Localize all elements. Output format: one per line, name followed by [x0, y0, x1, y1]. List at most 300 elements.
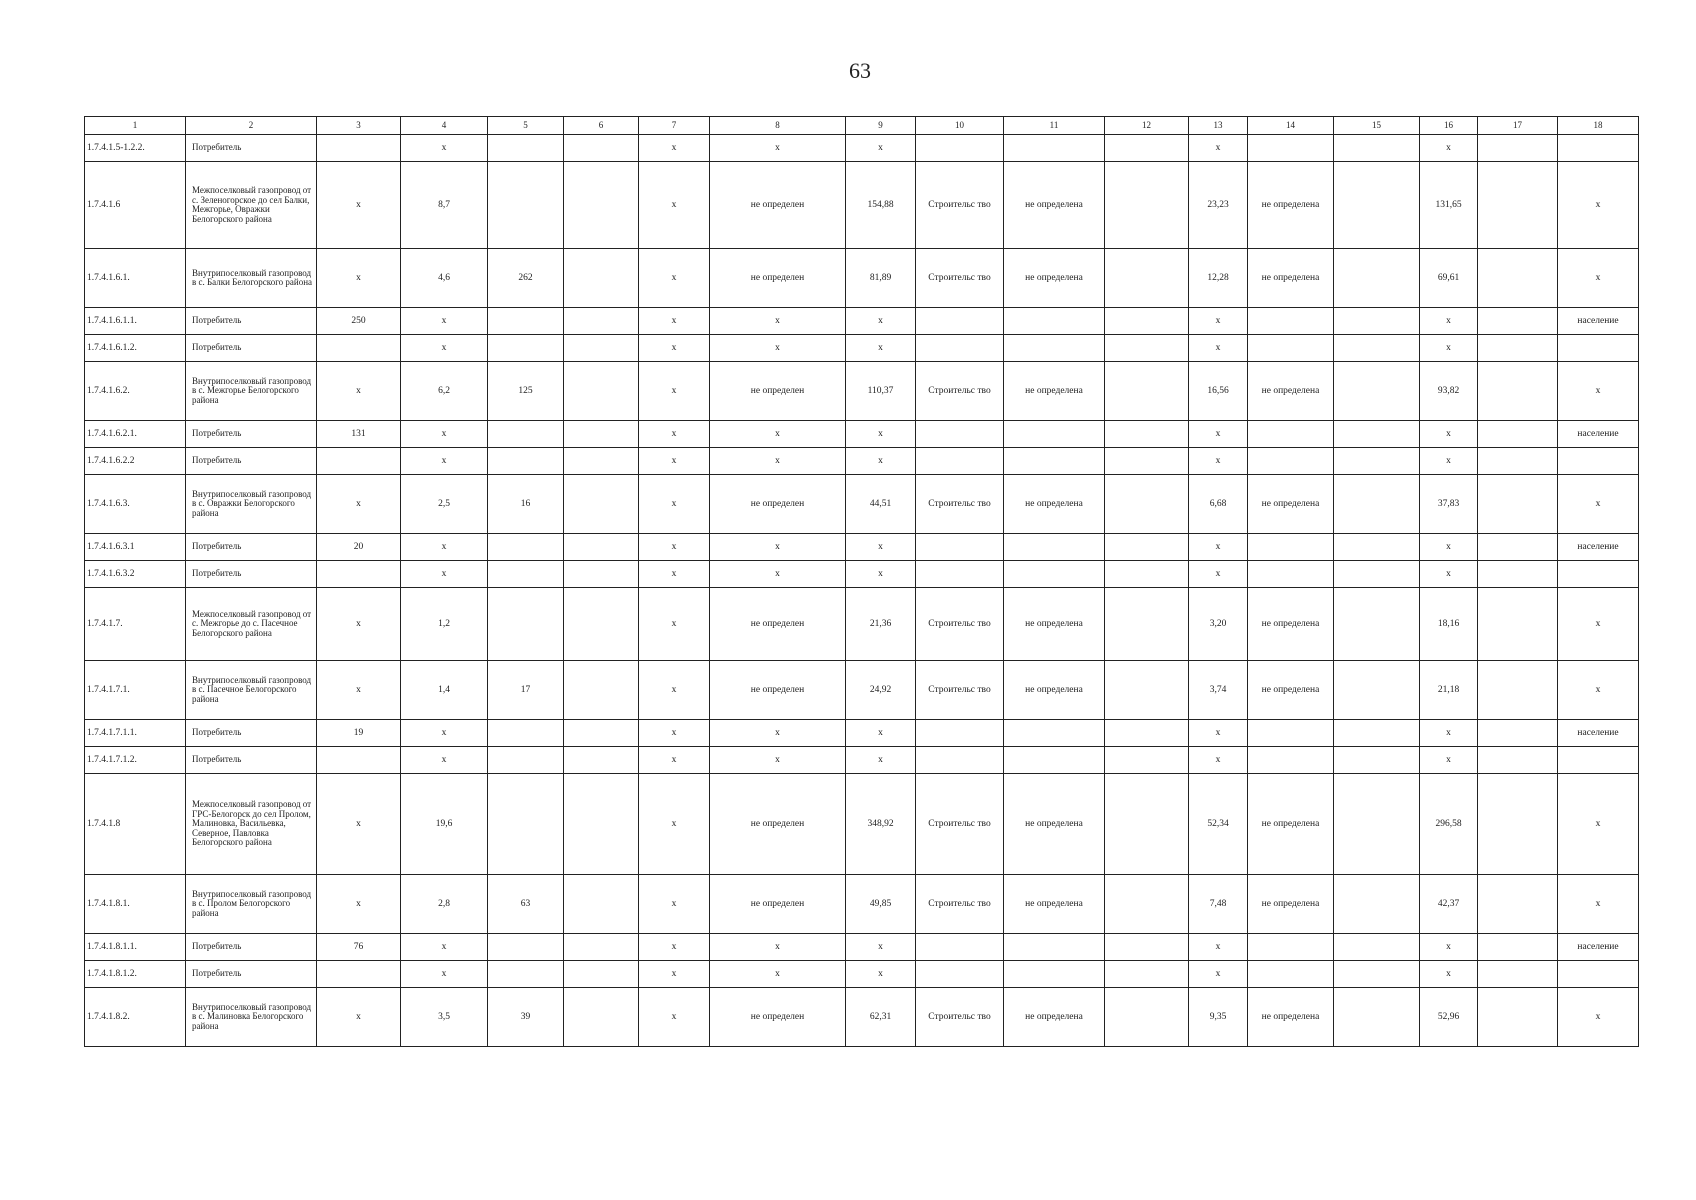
- table-cell: [1334, 661, 1420, 720]
- table-cell: [1248, 308, 1334, 335]
- table-cell: x: [639, 162, 710, 249]
- table-cell: [564, 875, 639, 934]
- table-cell: 8,7: [401, 162, 488, 249]
- table-cell: x: [710, 448, 846, 475]
- row-name-cell: Внутрипоселковый газопровод в с. Пасечное Белогорского района: [186, 661, 317, 720]
- table-cell: 23,23: [1189, 162, 1248, 249]
- table-cell: [1478, 747, 1558, 774]
- table-row: [85, 162, 1639, 249]
- table-cell: 21,36: [846, 588, 916, 661]
- table-cell: [916, 720, 1004, 747]
- table-cell: x: [401, 534, 488, 561]
- table-cell: [1334, 308, 1420, 335]
- table-cell: [1478, 988, 1558, 1047]
- table-cell: [1105, 534, 1189, 561]
- table-cell: x: [710, 421, 846, 448]
- row-name-cell: Потребитель: [186, 934, 317, 961]
- table-cell: [1478, 249, 1558, 308]
- header-row: [85, 117, 1639, 135]
- table-cell: [916, 448, 1004, 475]
- table-cell: [1334, 249, 1420, 308]
- table-cell: x: [1189, 308, 1248, 335]
- table-cell: не определена: [1004, 249, 1105, 308]
- table-cell: 44,51: [846, 475, 916, 534]
- table-cell: 16,56: [1189, 362, 1248, 421]
- table-cell: x: [1189, 421, 1248, 448]
- row-name-cell: Потребитель: [186, 561, 317, 588]
- table-cell: [1478, 421, 1558, 448]
- table-cell: не определена: [1248, 475, 1334, 534]
- table-cell: [1248, 961, 1334, 988]
- table-cell: 9,35: [1189, 988, 1248, 1047]
- table-cell: x: [401, 720, 488, 747]
- table-cell: x: [846, 961, 916, 988]
- table-row: [85, 135, 1639, 162]
- table-row: [85, 561, 1639, 588]
- table-cell: x: [710, 308, 846, 335]
- table-cell: [317, 747, 401, 774]
- table-cell: x: [317, 588, 401, 661]
- table-cell: не определена: [1248, 249, 1334, 308]
- table-cell: x: [317, 362, 401, 421]
- row-id-cell: 1.7.4.1.6.1.1.: [85, 308, 186, 335]
- table-cell: 81,89: [846, 249, 916, 308]
- column-header: 18: [1558, 117, 1639, 135]
- table-cell: x: [846, 335, 916, 362]
- table-cell: x: [1558, 362, 1639, 421]
- table-cell: x: [1420, 534, 1478, 561]
- table-cell: x: [639, 588, 710, 661]
- column-header: 13: [1189, 117, 1248, 135]
- table-row: [85, 362, 1639, 421]
- table-cell: [916, 308, 1004, 335]
- table-cell: не определена: [1004, 988, 1105, 1047]
- table-cell: x: [1189, 934, 1248, 961]
- table-cell: [1478, 162, 1558, 249]
- table-cell: [1334, 988, 1420, 1047]
- table-cell: не определен: [710, 588, 846, 661]
- table-cell: население: [1558, 534, 1639, 561]
- table-cell: [916, 961, 1004, 988]
- table-cell: 296,58: [1420, 774, 1478, 875]
- table-cell: 63: [488, 875, 564, 934]
- table-cell: x: [1189, 335, 1248, 362]
- table-row: [85, 961, 1639, 988]
- row-name-cell: Внутрипоселковый газопровод в с. Овражки Белогорского района: [186, 475, 317, 534]
- table-cell: x: [710, 335, 846, 362]
- table-cell: [1478, 135, 1558, 162]
- page-number: 63: [849, 58, 871, 83]
- table-cell: [1558, 135, 1639, 162]
- table-cell: x: [1189, 747, 1248, 774]
- table-cell: [1478, 561, 1558, 588]
- data-table: [84, 116, 1639, 1047]
- table-cell: население: [1558, 308, 1639, 335]
- row-name-cell: Внутрипоселковый газопровод в с. Балки Белогорского района: [186, 249, 317, 308]
- table-cell: [1334, 774, 1420, 875]
- table-cell: 20: [317, 534, 401, 561]
- table-cell: [564, 335, 639, 362]
- row-id-cell: 1.7.4.1.6.3.2: [85, 561, 186, 588]
- table-cell: не определен: [710, 162, 846, 249]
- table-cell: [1478, 448, 1558, 475]
- table-cell: [1105, 135, 1189, 162]
- table-cell: [488, 448, 564, 475]
- table-cell: [1004, 720, 1105, 747]
- row-id-cell: 1.7.4.1.6.2.1.: [85, 421, 186, 448]
- table-cell: 69,61: [1420, 249, 1478, 308]
- table-cell: 4,6: [401, 249, 488, 308]
- table-cell: население: [1558, 934, 1639, 961]
- table-cell: население: [1558, 720, 1639, 747]
- table-cell: x: [846, 421, 916, 448]
- table-cell: [1558, 561, 1639, 588]
- table-cell: x: [639, 875, 710, 934]
- table-cell: 1,4: [401, 661, 488, 720]
- column-header: 7: [639, 117, 710, 135]
- table-cell: не определена: [1004, 475, 1105, 534]
- row-id-cell: 1.7.4.1.6.2.2: [85, 448, 186, 475]
- column-header: 3: [317, 117, 401, 135]
- table-cell: x: [401, 421, 488, 448]
- table-cell: x: [1189, 961, 1248, 988]
- table-cell: [488, 747, 564, 774]
- table-cell: [564, 162, 639, 249]
- table-cell: x: [710, 961, 846, 988]
- table-cell: [1334, 961, 1420, 988]
- table-cell: [564, 988, 639, 1047]
- row-name-cell: Потребитель: [186, 720, 317, 747]
- table-cell: x: [1189, 448, 1248, 475]
- table-row: [85, 448, 1639, 475]
- table-cell: x: [1420, 308, 1478, 335]
- table-cell: 262: [488, 249, 564, 308]
- column-header: 6: [564, 117, 639, 135]
- table-cell: 37,83: [1420, 475, 1478, 534]
- row-name-cell: Потребитель: [186, 421, 317, 448]
- table-cell: x: [317, 162, 401, 249]
- column-header: 14: [1248, 117, 1334, 135]
- table-cell: не определена: [1004, 162, 1105, 249]
- table-cell: x: [1558, 162, 1639, 249]
- table-cell: [564, 308, 639, 335]
- table-cell: не определена: [1004, 362, 1105, 421]
- table-cell: 6,2: [401, 362, 488, 421]
- table-cell: [564, 561, 639, 588]
- table-cell: [1105, 308, 1189, 335]
- row-id-cell: 1.7.4.1.8.2.: [85, 988, 186, 1047]
- table-cell: x: [401, 961, 488, 988]
- table-cell: [1478, 661, 1558, 720]
- table-cell: x: [639, 934, 710, 961]
- row-name-cell: Потребитель: [186, 961, 317, 988]
- table-cell: x: [639, 308, 710, 335]
- table-cell: x: [1189, 534, 1248, 561]
- table-cell: [916, 934, 1004, 961]
- table-cell: [1334, 934, 1420, 961]
- column-header: 4: [401, 117, 488, 135]
- table-cell: [1334, 162, 1420, 249]
- table-cell: x: [317, 475, 401, 534]
- table-cell: не определен: [710, 875, 846, 934]
- table-cell: x: [846, 561, 916, 588]
- table-cell: x: [1189, 561, 1248, 588]
- table-cell: x: [639, 561, 710, 588]
- table-cell: x: [401, 934, 488, 961]
- table-cell: [1248, 561, 1334, 588]
- table-cell: не определен: [710, 661, 846, 720]
- table-cell: x: [1558, 475, 1639, 534]
- table-cell: [564, 362, 639, 421]
- row-name-cell: Потребитель: [186, 534, 317, 561]
- row-name-cell: Межпоселковый газопровод от с. Межгорье до с. Пасечное Белогорского района: [186, 588, 317, 661]
- table-cell: [564, 249, 639, 308]
- row-id-cell: 1.7.4.1.6.1.2.: [85, 335, 186, 362]
- table-cell: [1478, 720, 1558, 747]
- table-cell: x: [1420, 720, 1478, 747]
- table-cell: x: [846, 135, 916, 162]
- column-header: 17: [1478, 117, 1558, 135]
- column-header: 5: [488, 117, 564, 135]
- table-cell: [1105, 934, 1189, 961]
- table-cell: x: [401, 335, 488, 362]
- table-cell: x: [317, 875, 401, 934]
- row-name-cell: Потребитель: [186, 448, 317, 475]
- table-cell: [1004, 934, 1105, 961]
- table-cell: x: [1420, 421, 1478, 448]
- table-cell: не определена: [1248, 362, 1334, 421]
- table-cell: x: [639, 661, 710, 720]
- table-cell: не определен: [710, 249, 846, 308]
- table-cell: 7,48: [1189, 875, 1248, 934]
- table-cell: [564, 135, 639, 162]
- table-cell: Строительс тво: [916, 162, 1004, 249]
- table-cell: x: [1420, 335, 1478, 362]
- table-cell: x: [846, 747, 916, 774]
- table-cell: [916, 135, 1004, 162]
- table-cell: [1334, 475, 1420, 534]
- table-cell: 52,96: [1420, 988, 1478, 1047]
- row-id-cell: 1.7.4.1.7.1.1.: [85, 720, 186, 747]
- table-cell: [1558, 961, 1639, 988]
- table-cell: [916, 335, 1004, 362]
- table-cell: [1105, 774, 1189, 875]
- row-id-cell: 1.7.4.1.6.3.: [85, 475, 186, 534]
- table-cell: x: [401, 747, 488, 774]
- table-cell: x: [317, 988, 401, 1047]
- table-cell: [564, 747, 639, 774]
- row-id-cell: 1.7.4.1.6.1.: [85, 249, 186, 308]
- table-cell: [1105, 875, 1189, 934]
- table-cell: [1004, 961, 1105, 988]
- table-cell: [1334, 335, 1420, 362]
- row-id-cell: 1.7.4.1.8.1.: [85, 875, 186, 934]
- table-cell: [1105, 661, 1189, 720]
- table-cell: x: [710, 747, 846, 774]
- table-cell: [916, 421, 1004, 448]
- table-cell: [1248, 135, 1334, 162]
- table-cell: 2,5: [401, 475, 488, 534]
- table-cell: x: [846, 934, 916, 961]
- table-cell: x: [1558, 661, 1639, 720]
- table-cell: 93,82: [1420, 362, 1478, 421]
- table-cell: не определена: [1004, 588, 1105, 661]
- table-cell: [1334, 448, 1420, 475]
- row-id-cell: 1.7.4.1.8.1.1.: [85, 934, 186, 961]
- table-cell: 49,85: [846, 875, 916, 934]
- column-header: 15: [1334, 117, 1420, 135]
- table-cell: не определена: [1248, 875, 1334, 934]
- table-row: [85, 335, 1639, 362]
- table-cell: x: [710, 135, 846, 162]
- table-cell: Строительс тво: [916, 249, 1004, 308]
- table-row: [85, 588, 1639, 661]
- table-row: [85, 774, 1639, 875]
- table-cell: x: [639, 362, 710, 421]
- table-cell: [1478, 774, 1558, 875]
- table-cell: [1558, 335, 1639, 362]
- column-header: 16: [1420, 117, 1478, 135]
- table-cell: x: [1420, 135, 1478, 162]
- table-cell: x: [1189, 720, 1248, 747]
- table-cell: 154,88: [846, 162, 916, 249]
- table-cell: 18,16: [1420, 588, 1478, 661]
- table-cell: x: [1189, 135, 1248, 162]
- row-id-cell: 1.7.4.1.6.2.: [85, 362, 186, 421]
- table-cell: [488, 421, 564, 448]
- table-cell: x: [639, 249, 710, 308]
- table-cell: [1105, 988, 1189, 1047]
- table-cell: [1105, 961, 1189, 988]
- row-name-cell: Внутрипоселковый газопровод в с. Малиновка Белогорского района: [186, 988, 317, 1047]
- table-cell: [488, 961, 564, 988]
- table-cell: [1105, 335, 1189, 362]
- table-cell: [488, 774, 564, 875]
- table-cell: x: [710, 720, 846, 747]
- table-cell: [564, 961, 639, 988]
- table-row: [85, 534, 1639, 561]
- row-id-cell: 1.7.4.1.7.: [85, 588, 186, 661]
- table-cell: не определен: [710, 362, 846, 421]
- table-cell: [1478, 961, 1558, 988]
- table-cell: [488, 934, 564, 961]
- row-name-cell: Потребитель: [186, 135, 317, 162]
- table-cell: 24,92: [846, 661, 916, 720]
- row-id-cell: 1.7.4.1.8.1.2.: [85, 961, 186, 988]
- table-cell: 19: [317, 720, 401, 747]
- table-row: [85, 988, 1639, 1047]
- table-cell: 2,8: [401, 875, 488, 934]
- table-cell: Строительс тво: [916, 661, 1004, 720]
- table-row: [85, 661, 1639, 720]
- table-cell: население: [1558, 421, 1639, 448]
- table-cell: 348,92: [846, 774, 916, 875]
- table-cell: x: [1558, 588, 1639, 661]
- table-cell: [317, 335, 401, 362]
- table-cell: x: [639, 135, 710, 162]
- table-cell: [488, 588, 564, 661]
- table-cell: [1478, 534, 1558, 561]
- table-cell: [1105, 162, 1189, 249]
- table-cell: [1334, 362, 1420, 421]
- column-header: 10: [916, 117, 1004, 135]
- table-cell: [1004, 747, 1105, 774]
- table-cell: не определен: [710, 774, 846, 875]
- column-header: 9: [846, 117, 916, 135]
- table-cell: 250: [317, 308, 401, 335]
- row-id-cell: 1.7.4.1.5-1.2.2.: [85, 135, 186, 162]
- table-cell: x: [846, 308, 916, 335]
- table-cell: 16: [488, 475, 564, 534]
- table-cell: [1248, 421, 1334, 448]
- table-cell: [1004, 448, 1105, 475]
- table-cell: x: [1420, 961, 1478, 988]
- table-cell: 6,68: [1189, 475, 1248, 534]
- table-cell: [1334, 588, 1420, 661]
- table-cell: [564, 421, 639, 448]
- table-cell: не определена: [1004, 774, 1105, 875]
- table-cell: [488, 534, 564, 561]
- table-cell: 131: [317, 421, 401, 448]
- table-cell: [1334, 875, 1420, 934]
- table-cell: x: [1420, 561, 1478, 588]
- table-cell: x: [401, 308, 488, 335]
- table-cell: x: [401, 448, 488, 475]
- table-row: [85, 421, 1639, 448]
- table-cell: [1004, 421, 1105, 448]
- table-cell: [564, 475, 639, 534]
- table-cell: [1478, 588, 1558, 661]
- table-cell: x: [710, 561, 846, 588]
- table-cell: [1478, 934, 1558, 961]
- table-row: [85, 308, 1639, 335]
- row-name-cell: Потребитель: [186, 747, 317, 774]
- row-id-cell: 1.7.4.1.7.1.: [85, 661, 186, 720]
- table-cell: [564, 774, 639, 875]
- table-cell: [1248, 534, 1334, 561]
- table-cell: x: [317, 774, 401, 875]
- table-cell: [1334, 561, 1420, 588]
- column-header: 12: [1105, 117, 1189, 135]
- table-row: [85, 875, 1639, 934]
- table-cell: x: [639, 475, 710, 534]
- table-cell: x: [401, 561, 488, 588]
- row-name-cell: Потребитель: [186, 308, 317, 335]
- row-name-cell: Внутрипоселковый газопровод в с. Пролом Белогорского района: [186, 875, 317, 934]
- table-cell: [564, 934, 639, 961]
- table-cell: [1334, 421, 1420, 448]
- table-cell: 62,31: [846, 988, 916, 1047]
- table-cell: x: [401, 135, 488, 162]
- table-cell: x: [1420, 448, 1478, 475]
- table-cell: x: [639, 961, 710, 988]
- table-cell: x: [1558, 249, 1639, 308]
- table-cell: Строительс тво: [916, 988, 1004, 1047]
- table-cell: 21,18: [1420, 661, 1478, 720]
- table-cell: [1248, 747, 1334, 774]
- row-name-cell: Межпоселковый газопровод от с. Зеленогорское до сел Балки, Межгорье, Овражки Белогорского района: [186, 162, 317, 249]
- column-header: 2: [186, 117, 317, 135]
- table-cell: Строительс тво: [916, 875, 1004, 934]
- table-cell: [1105, 720, 1189, 747]
- table-cell: Строительс тво: [916, 774, 1004, 875]
- table-cell: 3,5: [401, 988, 488, 1047]
- table-cell: [1478, 308, 1558, 335]
- table-cell: x: [846, 534, 916, 561]
- table-cell: x: [846, 720, 916, 747]
- table-cell: не определен: [710, 988, 846, 1047]
- table-cell: не определена: [1248, 988, 1334, 1047]
